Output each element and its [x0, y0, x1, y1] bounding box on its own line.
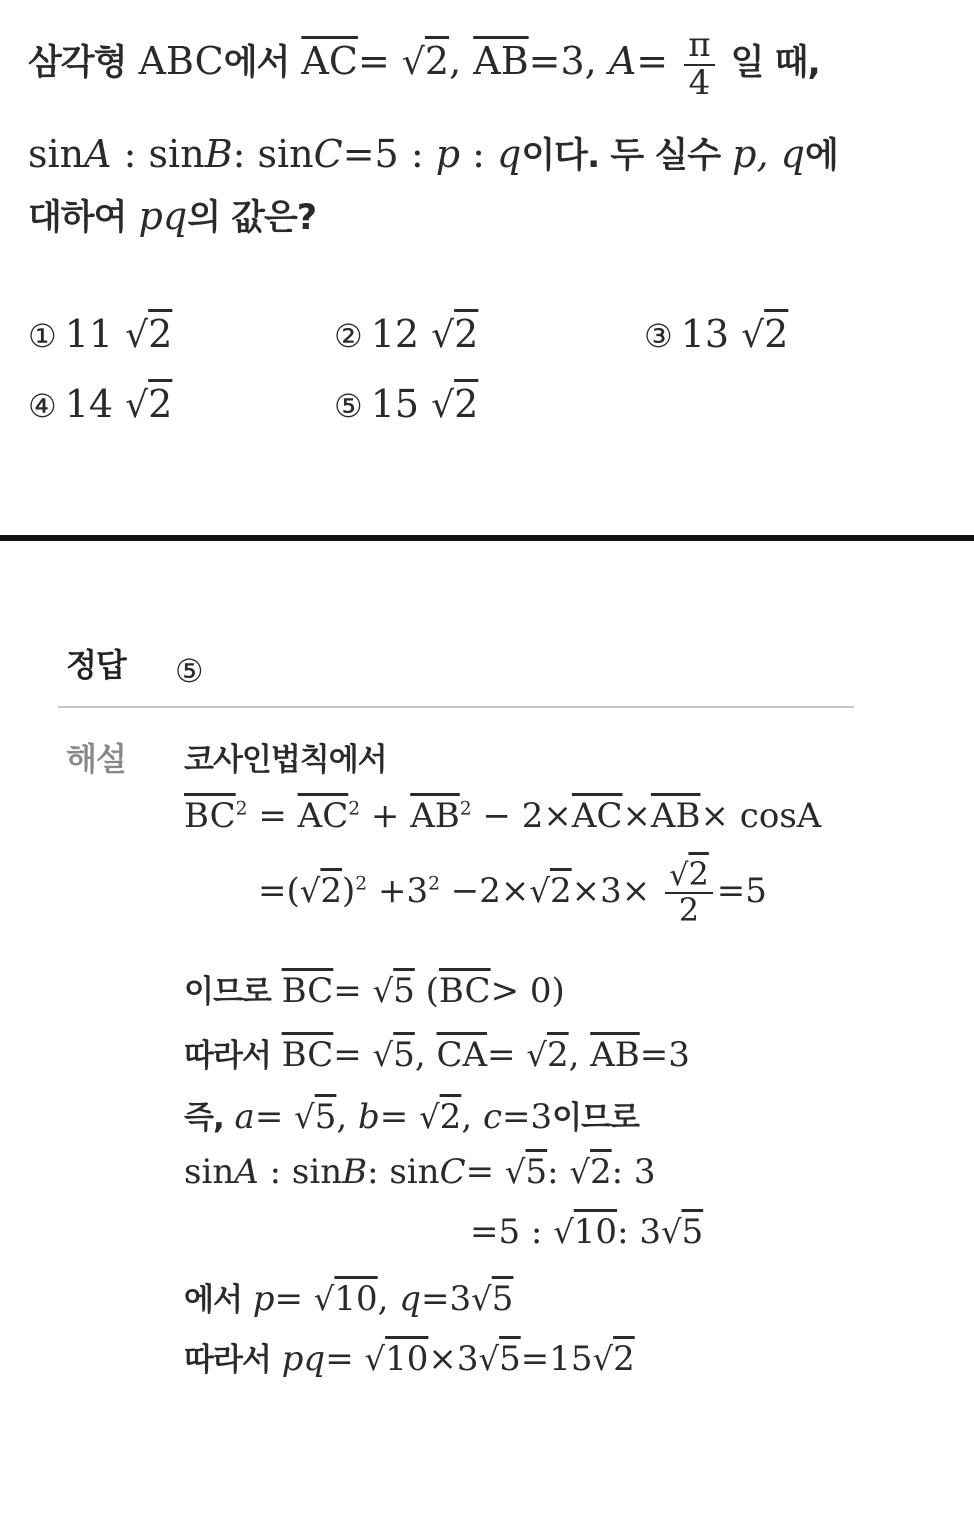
question-text: 삼각형: [28, 43, 127, 84]
math-text: +3: [367, 870, 429, 911]
math-text: =3: [639, 1035, 690, 1075]
segment-bc: $\overline{BC}$: [184, 796, 236, 836]
choice-number: ②: [334, 317, 363, 355]
radicand: 2: [424, 39, 450, 84]
radicand: 5: [491, 1279, 514, 1319]
segment-ab: $\overline{AB}$: [650, 796, 701, 836]
segment-ac: $\overline{AC}$: [301, 39, 358, 84]
radicand: 5: [525, 1152, 548, 1192]
radicand: 10: [573, 1212, 618, 1252]
answer-rule: [58, 706, 854, 708]
math-text: : 3: [617, 1212, 661, 1252]
math-text: sin: [184, 1152, 235, 1192]
fraction-sqrt2-over-2: $\frac{√2}{2}$: [665, 858, 713, 928]
math-text: > 0): [490, 971, 565, 1011]
math-text: − 2×: [471, 796, 572, 836]
question-text: 대하여: [28, 198, 127, 238]
ratio-text: =5 :: [342, 132, 436, 176]
solution-text: 이므로: [184, 974, 271, 1010]
var-q: q: [780, 132, 805, 176]
radicand: 2: [613, 1339, 635, 1379]
var-p: p,: [732, 132, 769, 176]
var-a: A: [84, 132, 112, 176]
choice-number: ①: [28, 317, 57, 355]
segment-ac: $\overline{AC}$: [571, 796, 623, 836]
solution-label: [66, 734, 126, 780]
solution-line-1: [184, 734, 387, 779]
math-text: =: [247, 796, 298, 836]
answer-row: [66, 640, 204, 690]
sqrt-expression: √2: [431, 382, 479, 426]
solution-text: 즉,: [184, 1100, 224, 1136]
math-text: × cosA: [700, 796, 822, 836]
math-text: =: [333, 1035, 362, 1075]
sqrt-expression: √2: [125, 382, 173, 426]
math-text: =: [333, 971, 362, 1011]
var-p: p: [252, 1279, 275, 1319]
solution-line-3: $=(√2)^2 +3^2 -2\times√2\times 3\times$ $\frac{√2}{2}$ =5: [258, 855, 767, 929]
math-text: ×: [622, 796, 651, 836]
radicand: 2: [148, 382, 173, 426]
segment-bc: $\overline{BC}$: [281, 971, 334, 1011]
radicand: 2: [764, 312, 789, 356]
question-line-3: [28, 190, 316, 240]
radicand: 2: [454, 312, 479, 356]
fraction-denominator: 2: [678, 890, 700, 929]
ratio-text: : sin: [232, 132, 314, 176]
solution-text: 따라서: [184, 1038, 271, 1074]
question-line-2: [28, 128, 838, 178]
math-text: ×3: [428, 1339, 479, 1379]
solution-line-8: =5 : √10: 3√5: [470, 1212, 704, 1252]
var-c: C: [439, 1152, 466, 1192]
solution-text: 코사인법칙에서: [184, 742, 387, 778]
var-c: c: [482, 1097, 502, 1137]
var-pq: pq: [138, 194, 188, 238]
question-text: 일 때,: [730, 43, 820, 84]
segment-ca: $\overline{CA}$: [436, 1035, 488, 1075]
solution-line-4: 이므로 $\overline{BC}= √5$ $(\overline{BC}> 0)$: [184, 971, 565, 1011]
question-text: 이다. 두 실수: [521, 136, 721, 176]
sin-text: sin: [28, 132, 85, 176]
radicand: 5: [393, 971, 415, 1011]
math-text: =5: [716, 870, 767, 911]
radicand: 5: [681, 1212, 704, 1252]
equals-sign: =: [357, 39, 390, 84]
radicand: 5: [314, 1097, 337, 1137]
choice-5[interactable]: [334, 382, 478, 426]
var-q: q: [399, 1279, 422, 1319]
radicand: 2: [439, 1097, 462, 1137]
var-c: C: [313, 132, 343, 176]
choice-number: ③: [644, 317, 673, 355]
var-b: B: [204, 132, 233, 176]
sqrt-expression: √2: [401, 39, 450, 84]
choice-3[interactable]: [644, 312, 788, 356]
radicand: 2: [454, 382, 479, 426]
math-text: =: [325, 1339, 354, 1379]
solution-label-text: 해설: [66, 740, 126, 778]
radicand: 2: [590, 1152, 612, 1192]
choice-1[interactable]: [28, 312, 172, 356]
question-line-1: [28, 25, 820, 103]
radicand: 10: [334, 1279, 378, 1319]
math-text: =: [274, 1279, 303, 1319]
solution-line-2: $\overline{BC}^2 = \overline{AC}^2 + \overline{AB}^2 - 2\times\overline{AC}\times\overline{AB}\times \cos A$: [184, 796, 822, 836]
choice-value: 12: [370, 312, 420, 356]
radicand: 5: [499, 1339, 521, 1379]
segment-ab: $\overline{AB}$: [473, 39, 529, 84]
radicand: 5: [393, 1035, 415, 1075]
math-text: =5 :: [470, 1212, 543, 1252]
sqrt-expression: √2: [741, 312, 789, 356]
solution-line-10: 따라서 pq= √10×3√5=15√2: [184, 1339, 635, 1379]
var-q: q: [497, 132, 522, 176]
math-text: +: [360, 796, 411, 836]
choice-4[interactable]: [28, 382, 172, 426]
solution-line-7: sinA : sinB: sinC= √5: √2: 3: [184, 1152, 656, 1192]
sqrt-expression: √2: [125, 312, 173, 356]
radicand: 10: [385, 1339, 429, 1379]
math-text: −2×: [439, 870, 530, 911]
answer-value: ⑤: [174, 652, 204, 690]
solution-text: 에서: [184, 1282, 242, 1318]
var-b: b: [358, 1097, 380, 1137]
choice-value: 14: [64, 382, 114, 426]
segment-ac: $\overline{AC}$: [297, 796, 349, 836]
radicand: 2: [148, 312, 173, 356]
math-text: =: [465, 1152, 495, 1192]
comma: ,: [449, 39, 462, 84]
sqrt-expression: √2: [431, 312, 479, 356]
segment-bc: $\overline{BC}$: [438, 971, 491, 1011]
var-pq: pq: [281, 1339, 326, 1379]
math-text: =3: [501, 1097, 553, 1137]
var-p: p: [435, 132, 461, 176]
math-text: : sin: [367, 1152, 440, 1192]
section-divider: [0, 535, 974, 541]
math-text: =: [379, 1097, 409, 1137]
math-text: =: [487, 1035, 516, 1075]
ratio-text: : sin: [111, 132, 205, 176]
choice-number: ④: [28, 387, 57, 425]
answer-label: 정답: [66, 646, 126, 684]
angle-a: A: [608, 39, 637, 84]
math-text: :: [547, 1152, 559, 1192]
var-a: A: [234, 1152, 259, 1192]
var-a: a: [234, 1097, 255, 1137]
question-text: 에서: [223, 43, 290, 84]
solution-text: 따라서: [184, 1342, 271, 1378]
solution-line-5: 따라서 $\overline{BC}= √5$, $\overline{CA}= √2$, $\overline{AB}=3$: [184, 1035, 690, 1075]
question-text: 에: [804, 136, 838, 176]
fraction-denominator: 4: [688, 62, 711, 103]
segment-ab: $\overline{AB}$: [410, 796, 460, 836]
fraction-pi-over-4: [684, 25, 714, 103]
radicand: 2: [546, 1035, 569, 1075]
segment-bc: $\overline{BC}$: [281, 1035, 334, 1075]
math-text: ): [342, 870, 356, 911]
math-text: =: [254, 1097, 284, 1137]
question-text: 의 값은?: [187, 198, 317, 238]
ratio-text: :: [460, 132, 497, 176]
fraction-numerator: π: [684, 28, 714, 66]
solution-text: 이므로: [552, 1100, 639, 1136]
triangle-name: ABC: [138, 39, 224, 84]
math-text: (: [425, 971, 439, 1011]
solution-line-6: 즉, a= √5, b= √2, c=3이므로: [184, 1097, 639, 1137]
segment-ab: $\overline{AB}$: [590, 1035, 640, 1075]
math-text: ×3×: [571, 870, 651, 911]
math-text: : sin: [258, 1152, 343, 1192]
solution-line-9: 에서 p= √10, q=3√5: [184, 1279, 514, 1319]
choice-value: 13: [680, 312, 730, 356]
choice-2[interactable]: [334, 312, 478, 356]
math-text: =3: [421, 1279, 472, 1319]
var-b: B: [342, 1152, 368, 1192]
math-text: : 3: [611, 1152, 656, 1192]
math-text: =15: [520, 1339, 593, 1379]
equals-sign: =: [636, 39, 669, 84]
choice-value: 15: [370, 382, 420, 426]
value-text: =3,: [528, 39, 597, 84]
choice-number: ⑤: [334, 387, 363, 425]
math-text: =(: [258, 870, 300, 911]
choice-value: 11: [64, 312, 114, 356]
